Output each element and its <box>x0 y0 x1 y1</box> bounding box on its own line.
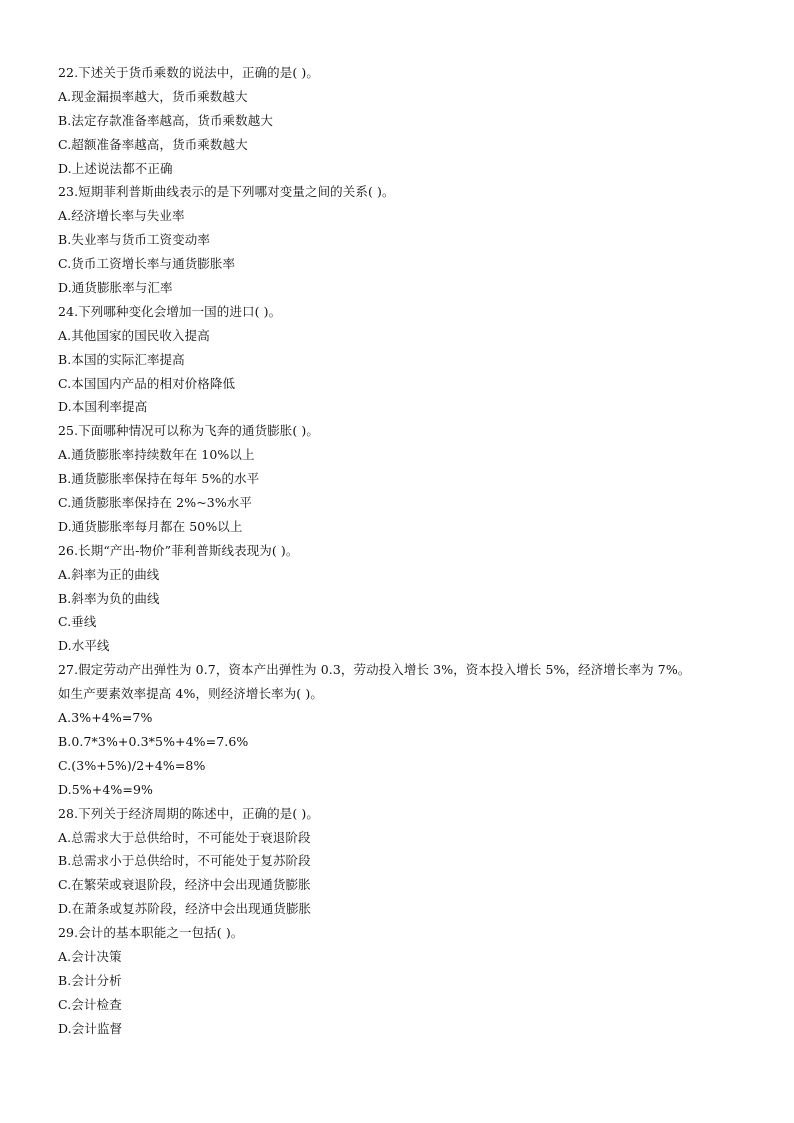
question-29-option-d: D.会计监督 <box>58 1020 123 1036</box>
question-28-stem: 28.下列关于经济周期的陈述中，正确的是( )。 <box>58 805 320 821</box>
question-25-option-d: D.通货膨胀率每月都在 50%以上 <box>58 518 243 534</box>
question-23-option-c: C.货币工资增长率与通货膨胀率 <box>58 256 236 272</box>
question-28-option-a: A.总需求大于总供给时，不可能处于衰退阶段 <box>58 829 311 845</box>
question-22-option-c: C.超额准备率越高，货币乘数越大 <box>58 136 248 152</box>
question-29-stem: 29.会计的基本职能之一包括( )。 <box>58 925 244 941</box>
question-27-option-d: D.5%+4%=9% <box>58 781 153 797</box>
question-27-stem-continued: 如生产要素效率提高 4%，则经济增长率为( )。 <box>58 686 323 702</box>
question-24-stem: 24.下列哪种变化会增加一国的进口( )。 <box>58 303 282 319</box>
question-26-option-a: A.斜率为正的曲线 <box>58 566 160 582</box>
question-29-option-b: B.会计分析 <box>58 972 122 988</box>
question-23-stem: 23.短期菲利普斯曲线表示的是下列哪对变量之间的关系( )。 <box>58 184 395 200</box>
question-26-stem: 26.长期“产出-物价”菲利普斯线表现为( )。 <box>58 542 299 558</box>
question-28-option-b: B.总需求小于总供给时，不可能处于复苏阶段 <box>58 853 311 869</box>
question-22-option-a: A.现金漏损率越大，货币乘数越大 <box>58 88 248 104</box>
exam-page <box>58 61 758 1041</box>
question-24-option-d: D.本国利率提高 <box>58 399 148 415</box>
question-23-option-b: B.失业率与货币工资变动率 <box>58 232 210 248</box>
question-27-option-a: A.3%+4%=7% <box>58 710 153 726</box>
question-29-option-c: C.会计检查 <box>58 996 122 1012</box>
question-28-option-c: C.在繁荣或衰退阶段，经济中会出现通货膨胀 <box>58 877 311 893</box>
question-26-option-d: D.水平线 <box>58 638 110 654</box>
question-27-option-b: B.0.7*3%+0.3*5%+4%=7.6% <box>58 733 249 749</box>
question-23-option-a: A.经济增长率与失业率 <box>58 208 185 224</box>
question-22-stem: 22.下述关于货币乘数的说法中，正确的是( )。 <box>58 65 320 80</box>
question-22-option-d: D.上述说法都不正确 <box>58 160 173 176</box>
question-24-option-a: A.其他国家的国民收入提高 <box>58 327 210 343</box>
question-27-option-c: C.(3%+5%)/2+4%=8% <box>58 757 206 773</box>
question-26-option-b: B.斜率为负的曲线 <box>58 590 160 606</box>
question-25-option-a: A.通货膨胀率持续数年在 10%以上 <box>58 447 255 463</box>
question-22-option-b: B.法定存款准备率越高，货币乘数越大 <box>58 112 273 128</box>
question-26-option-c: C.垂线 <box>58 614 97 630</box>
question-25-option-c: C.通货膨胀率保持在 2%~3%水平 <box>58 495 252 511</box>
question-27-stem: 27.假定劳动产出弹性为 0.7，资本产出弹性为 0.3，劳动投入增长 3%，资本投入增长 5%，经济增长率为 7%。 <box>58 662 691 678</box>
question-28-option-d: D.在萧条或复苏阶段，经济中会出现通货膨胀 <box>58 901 312 917</box>
question-24-option-b: B.本国的实际汇率提高 <box>58 351 185 367</box>
question-29-option-a: A.会计决策 <box>58 948 122 964</box>
question-24-option-c: C.本国国内产品的相对价格降低 <box>58 375 236 391</box>
question-25-stem: 25.下面哪种情况可以称为飞奔的通货膨胀( )。 <box>58 423 320 439</box>
question-25-option-b: B.通货膨胀率保持在每年 5%的水平 <box>58 471 260 487</box>
question-23-option-d: D.通货膨胀率与汇率 <box>58 280 173 296</box>
